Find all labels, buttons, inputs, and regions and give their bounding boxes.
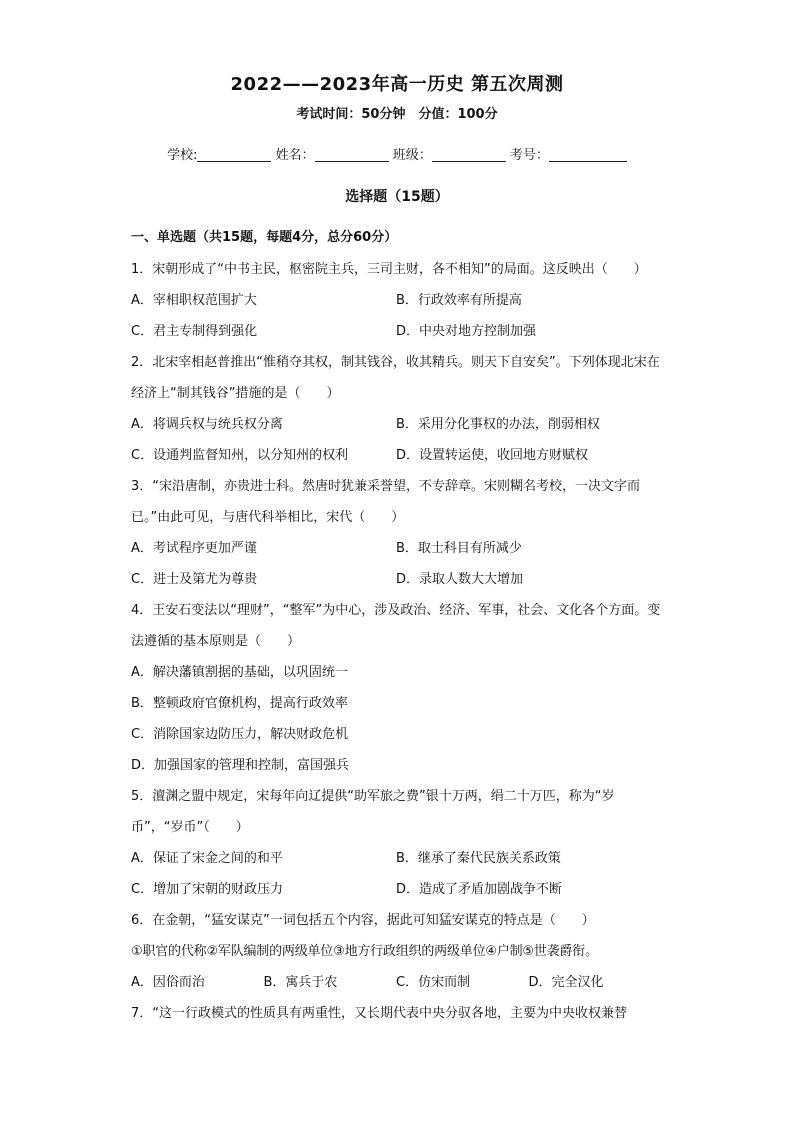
question-2 xyxy=(131,347,661,471)
option-d[interactable]: D．完全汉化 xyxy=(528,975,604,990)
option-b[interactable]: B．寓兵于农 xyxy=(263,975,338,990)
class-label: 班级： xyxy=(392,148,432,163)
question-text: 2．北宋宰相赵普推出“惟稍夺其权，制其钱谷，收其精兵。则天下自安矣”。下列体现北宋在经济上“制其钱谷”措施的是（ ） xyxy=(131,355,660,401)
option-list xyxy=(131,533,661,595)
option-list xyxy=(131,285,661,347)
student-info-line xyxy=(0,144,794,163)
option-b[interactable]: B．继承了秦代民族关系政策 xyxy=(396,851,561,866)
question-4 xyxy=(131,595,661,781)
option-d[interactable]: D．录取人数大大增加 xyxy=(396,572,524,587)
option-c[interactable]: C．进士及第尤为尊贵 xyxy=(131,572,258,587)
option-a[interactable]: A．考试程序更加严谨 xyxy=(131,541,257,556)
question-text: 6．在金朝，“猛安谋克”一词包括五个内容，据此可知猛安谋克的特点是（ ） xyxy=(131,913,595,928)
option-d[interactable]: D．设置转运使，收回地方财赋权 xyxy=(396,448,589,463)
question-1 xyxy=(131,254,661,347)
option-a[interactable]: A．解决藩镇割据的基础，以巩固统一 xyxy=(131,665,348,680)
question-text: 3．“宋沿唐制，亦贵进士科。然唐时犹兼采誉望，不专辞章。宋则糊名考校，一决文字而已。”由此可见，与唐代科举相比，宋代（ ） xyxy=(131,479,641,525)
question-statements: ①职官的代称②军队编制的两级单位③地方行政组织的两级单位④户制⑤世袭爵衔。 xyxy=(131,944,598,959)
option-a[interactable]: A．保证了宋金之间的和平 xyxy=(131,851,283,866)
question-text: 5．澶渊之盟中规定，宋每年向辽提供“助军旅之费”银十万两，绢二十万匹，称为“岁币”，“岁币”（ ） xyxy=(131,789,615,835)
question-3 xyxy=(131,471,661,595)
option-list xyxy=(131,409,661,471)
question-5 xyxy=(131,781,661,905)
question-7 xyxy=(131,998,661,1029)
school-blank[interactable] xyxy=(197,147,271,162)
option-a[interactable]: A．因俗而治 xyxy=(131,975,205,990)
option-list xyxy=(131,657,661,781)
option-d[interactable]: D．加强国家的管理和控制，富国强兵 xyxy=(131,758,350,773)
question-text: 1．宋朝形成了“中书主民，枢密院主兵，三司主财，各不相知”的局面。这反映出（ ） xyxy=(131,262,647,277)
option-c[interactable]: C．君主专制得到强化 xyxy=(131,324,258,339)
question-text: 4．王安石变法以“理财”，“整军”为中心，涉及政治、经济、军事，社会、文化各个方面。变法遵循的基本原则是（ ） xyxy=(131,603,661,649)
option-d[interactable]: D．中央对地方控制加强 xyxy=(396,324,537,339)
option-c[interactable]: C．设通判监督知州，以分知州的权利 xyxy=(131,448,349,463)
part-heading: 一、单选题（共15题，每题4分，总分60分） xyxy=(131,230,398,245)
option-a[interactable]: A．宰相职权范围扩大 xyxy=(131,293,257,308)
option-c[interactable]: C．仿宋而制 xyxy=(396,975,471,990)
school-label: 学校: xyxy=(167,148,198,163)
question-list xyxy=(131,226,661,1029)
option-b[interactable]: B．取士科目有所减少 xyxy=(396,541,522,556)
number-label: 考号： xyxy=(509,148,549,163)
class-blank[interactable] xyxy=(432,147,506,162)
option-d[interactable]: D．造成了矛盾加剧战争不断 xyxy=(396,882,563,897)
option-b[interactable]: B．整顿政府官僚机构，提高行政效率 xyxy=(131,696,348,711)
option-a[interactable]: A．将调兵权与统兵权分离 xyxy=(131,417,283,432)
question-6 xyxy=(131,905,661,998)
option-c[interactable]: C．增加了宋朝的财政压力 xyxy=(131,882,284,897)
question-text: 7．“这一行政模式的性质具有两重性，又长期代表中央分驭各地，主要为中央收权兼替 xyxy=(131,1006,628,1021)
option-list xyxy=(131,967,661,998)
option-c[interactable]: C．消除国家边防压力，解决财政危机 xyxy=(131,727,349,742)
option-b[interactable]: B．行政效率有所提高 xyxy=(396,293,522,308)
number-blank[interactable] xyxy=(549,147,627,162)
option-b[interactable]: B．采用分化事权的办法，削弱相权 xyxy=(396,417,600,432)
name-label: 姓名： xyxy=(275,148,315,163)
exam-subtitle: 考试时间：50分钟 分值：100分 xyxy=(296,107,498,122)
exam-title: 2022——2023年高一历史 第五次周测 xyxy=(230,74,564,95)
name-blank[interactable] xyxy=(315,147,389,162)
option-list xyxy=(131,843,661,905)
section-title: 选择题（15题） xyxy=(345,189,449,205)
